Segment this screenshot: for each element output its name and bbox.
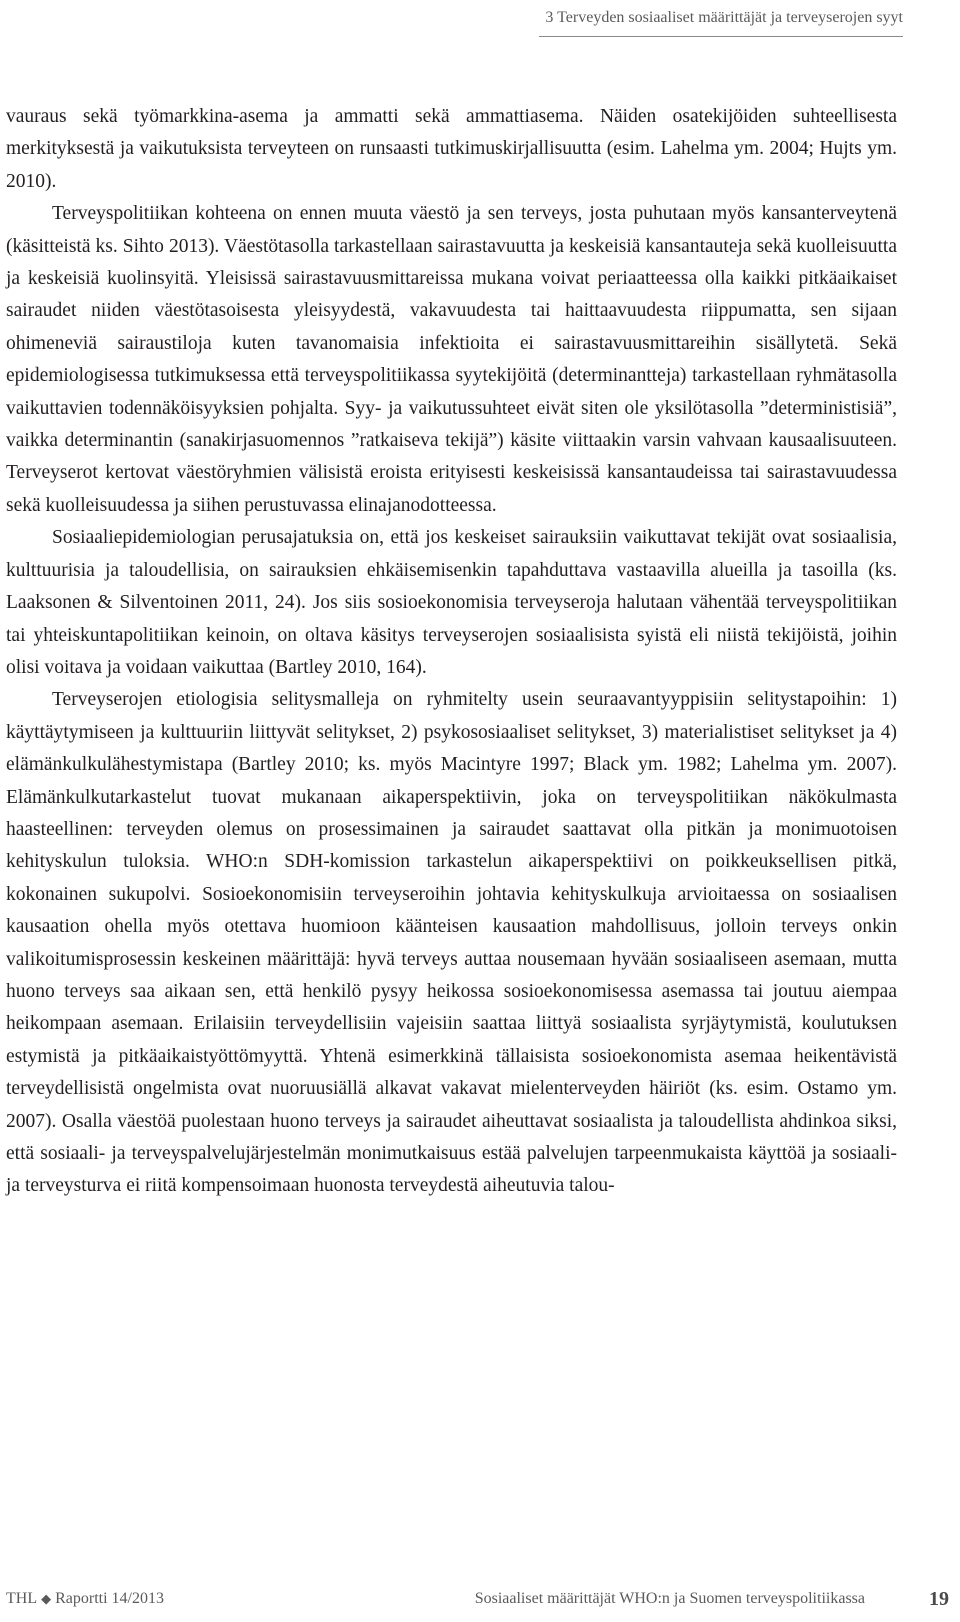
paragraph-etiological-models: Terveyserojen etiologisia selitysmalleja on ryhmitelty usein seuraavantyyppisiin selitystapoihin: 1) käyttäytymiseen ja kulttuuriin liittyvät selitykset, 2) psykososiaaliset selitykset, 3) materialistiset selitykset ja 4) elämänkulkulähestymistapa (Bartley 2010; ks. myös Macintyre 1997; Black ym. 1982; Lahelma ym. 2007). Elämänkulkutarkastelut tuovat mukanaan aikaperspektiivin, joka on terveyspolitiikan näkökulmasta haasteellinen: terveyden olemus on prosessimainen ja sairaudet saattavat olla pitkän ja monimuotoisen kehityskulun tuloksia. WHO:n SDH-komission tarkastelun aikaperspektiivi on poikkeuksellisen pitkä, kokonainen sukupolvi. Sosioekonomisiin terveyseroihin johtavia kehityskulkuja arvioitaessa on sosiaalisen kausaation ohella myös otettava huomioon käänteisen kausaation mahdollisuus, jolloin terveys onkin valikoitumisprosessin keskeinen määrittäjä: hyvä terveys auttaa nousemaan hyvään sosiaaliseen asemaan, mutta huono terveys saa aikaan sen, että henkilö pysyy heikossa sosioekonomisessa asemassa tai joutuu aiempaa heikompaan asemaan. Erilaisiin terveydellisiin vajeisiin saattaa liittyä sosiaalista syrjäytymistä, koulutuksen estymistä ja pitkäaikaistyöttömyyttä. Yhtenä esimerkkinä tällaisista sosioekonomista asemaa heikentävistä terveydellisistä ongelmista ovat nuoruusiällä alkavat vakavat mielenterveyden häiriöt (ks. esim. Ostamo ym. 2007). Osalla väestöä puolestaan huono terveys ja sairaudet aiheuttavat sosiaalista ja taloudellista ahdinkoa siksi, että sosiaali- ja terveyspalvelujärjestelmän monimutkaisuus estää palvelujen tarpeenmukaista käyttöä ja sosiaali- ja terveysturva ei riitä kompensoimaan huonosta terveydestä aiheutuvia talou- (6, 689, 897, 1197)
diamond-separator-icon: ◆ (41, 1591, 52, 1606)
body-text (6, 101, 897, 1203)
paragraph-health-policy: Terveyspolitiikan kohteena on ennen muuta väestö ja sen terveys, josta puhutaan myös kansanterveytenä (käsitteistä ks. Sihto 2013). Väestötasolla tarkastellaan sairastavuutta ja keskeisiä kansantauteja sekä kuolleisuutta ja keskeisiä kuolinsyitä. Yleisissä sairastavuusmittareissa mukana voivat periaatteessa olla kaikki pitkäaikaiset sairaudet niiden väestötasoisesta yleisyydestä, vakavuudesta tai haittaavuudesta riippumatta, sen sijaan ohimeneviä sairaustiloja kuten tavanomaisia infektioita ei sairastavuusmittareihin sisällytetä. Sekä epidemiologisessa tutkimuksessa että terveyspolitiikassa syytekijöitä (determinantteja) tarkastellaan ryhmätasolla vaikuttavien todennäköisyyksien pohjalta. Syy- ja vaikutussuhteet eivät siten ole yksilötasolla ”deterministisiä”, vaikka determinantin (sanakirjasuomennos ”ratkaiseva tekijä”) käsite viittaakin varsin vahvaan kausaalisuuteen. Terveyserot kertovat väestöryhmien välisistä eroista erityisesti keskeisissä kansantaudeissa tai sairastavuudessa sekä kuolleisuudessa ja siihen perustuvassa elinajanodotteessa. (6, 203, 897, 516)
running-header-title: 3 Terveyden sosiaaliset määrittäjät ja terveyserojen syyt (545, 9, 903, 26)
paragraph-continued: vauraus sekä työmarkkina-asema ja ammatti sekä ammattiasema. Näiden osatekijöiden suhteellisesta merkityksestä ja vaikutuksista terveyteen on runsaasti tutkimuskirjallisuutta (esim. Lahelma ym. 2004; Hujts ym. 2010). (6, 106, 897, 192)
page-footer (6, 1588, 951, 1612)
running-header (539, 0, 903, 37)
footer-series (6, 1590, 164, 1608)
paragraph-social-epidemiology: Sosiaaliepidemiologian perusajatuksia on, että jos keskeiset sairauksiin vaikuttavat tekijät ovat sosiaalisia, kulttuurisia ja taloudellisia, on sairauksien ehkäisemisenkin tapahduttava vastaavilla alueilla ja tasoilla (ks. Laaksonen & Silventoinen 2011, 24). Jos siis sosioekonomisia terveyseroja halutaan vähentää terveyspolitiikan tai yhteiskuntapolitiikan keinoin, on oltava käsitys terveyserojen sosiaalisista syistä eli niistä tekijöistä, joihin olisi voitava ja voidaan vaikuttaa (Bartley 2010, 164). (6, 527, 897, 678)
footer-report-number: Raportti 14/2013 (55, 1590, 164, 1607)
page-number: 19 (929, 1588, 949, 1610)
footer-publication-title: Sosiaaliset määrittäjät WHO:n ja Suomen terveyspolitiikassa (474, 1590, 865, 1607)
footer-publisher: THL (6, 1590, 38, 1607)
